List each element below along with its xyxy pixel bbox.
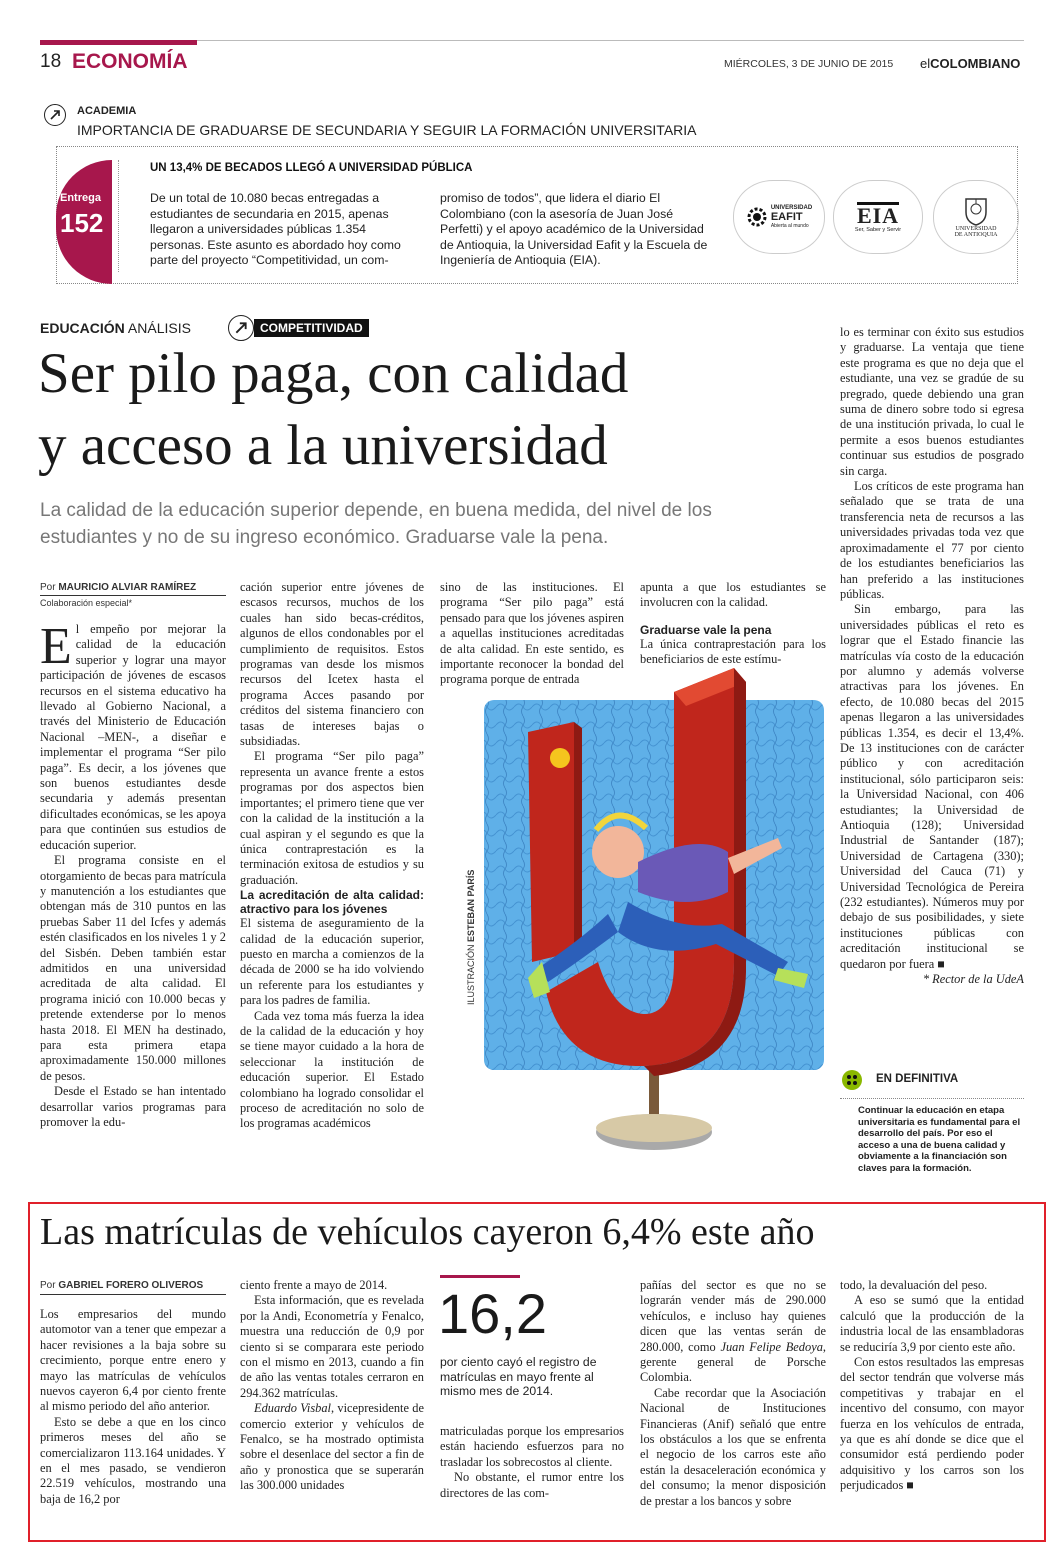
- byline-rule: [40, 595, 226, 596]
- udea-logo: [933, 180, 1019, 254]
- credit-prefix: ILUSTRACIÓN: [466, 944, 476, 1005]
- en-definitiva-rule: [840, 1098, 1024, 1099]
- eafit-logo: [733, 180, 825, 254]
- article-paragraph: La única contraprestación para los beneficiarios de este estímu-: [640, 636, 826, 667]
- masthead: [920, 56, 1020, 71]
- person-name: Juan Felipe Bedoya: [720, 1339, 823, 1354]
- header-date: MIÉRCOLES, 3 DE JUNIO DE 2015: [724, 58, 894, 70]
- dropcap: E: [40, 618, 72, 675]
- section-name: ECONOMÍA: [72, 50, 188, 73]
- article-paragraph: todo, la devaluación del peso.: [840, 1278, 988, 1292]
- article-paragraph: El sistema de aseguramiento de la calidad de la educación superior, puesto en marcha a comienzos de la década de 2000 se ha ido volviendo un referente para los estudiantes y para los padres de familia.: [240, 916, 424, 1008]
- entrega-number: 152: [60, 208, 104, 238]
- article-paragraph: Cada vez toma más fuerza la idea de la calidad de la educación y hoy se tiene mayor cuidado a la hora de seleccionar la institución de educación superior. El Estado colombiano ha logrado consolidar el proceso de acreditación no solo de los programas académicos: [240, 1008, 424, 1131]
- vehicles-byline-rule: [40, 1294, 226, 1295]
- entrega-label: Entrega: [60, 192, 101, 204]
- en-definitiva-title: EN DEFINITIVA: [876, 1073, 959, 1085]
- byline-author: GABRIEL FORERO OLIVEROS: [58, 1280, 204, 1291]
- article-paragraph: Con estos resultados las empresas del sector tendrán que volverse más competitivas y trabajar en el incentivo del consumo, con mayor fuerza en los vehículos de entrada, ya que es ahí donde se dice que el consumidor está perdiendo poder adquisitivo y los carros son los perjudicados ■: [840, 1355, 1024, 1493]
- article-paragraph: Esta información, que es revelada por la Andi, Econometría y Fenalco, muestra una reducción de 0,9 por ciento si se comparara este periodo con el mismo en 2013, cuando a fin de año las ventas totales cerraron en 294.362 matrículas.: [240, 1293, 424, 1400]
- credit-name: ESTEBAN PARÍS: [466, 869, 476, 942]
- byline-author: MAURICIO ALVIAR RAMÍREZ: [58, 582, 197, 593]
- academia-title: IMPORTANCIA DE GRADUARSE DE SECUNDARIA Y SEGUIR LA FORMACIÓN UNIVERSITARIA: [77, 122, 697, 138]
- arrow-icon: [44, 104, 66, 126]
- masthead-name: COLOMBIANO: [930, 56, 1021, 71]
- article-paragraph: No obstante, el rumor entre los directores de las com-: [440, 1470, 624, 1500]
- article-paragraph: matriculadas porque los empresarios están haciendo esfuerzos para no trasladar los sobrecostos al cliente.: [440, 1424, 624, 1469]
- article-paragraph: Los empresarios del mundo automotor van a tener que empezar a hacer revisiones a la baja sobre su crecimiento, porque entre enero y mayo las matrículas de vehículos nuevos cayeron 6,4 por ciento frente al mismo periodo del año anterior.: [40, 1307, 226, 1414]
- article-paragraph: El programa “Ser pilo paga” representa un avance frente a estos programas por dos aspectos bien importantes; el primero tiene que ver con la calidad de la institución a la cual aspiran y el segundo es que la única contraprestación es la terminación exitosa de estudios y su graduación.: [240, 749, 424, 887]
- big-number: 16,2: [438, 1282, 547, 1345]
- vehicles-column-3: [440, 1424, 624, 1501]
- masthead-prefix: el: [920, 56, 931, 71]
- article-subheading: Graduarse vale la pena: [640, 622, 772, 637]
- academia-headline: UN 13,4% DE BECADOS LLEGÓ A UNIVERSIDAD PÚBLICA: [150, 162, 473, 174]
- article-title-line2: y acceso a la universidad: [38, 414, 608, 477]
- article-column-2: [240, 580, 424, 1132]
- eia-tag: Ser, Saber y Servir: [854, 226, 902, 233]
- eafit-top: UNIVERSIDAD: [770, 204, 813, 211]
- vehicles-byline: [40, 1280, 203, 1291]
- competitividad-badge: COMPETITIVIDAD: [254, 319, 369, 337]
- en-definitiva-text: Continuar la educación en etapa universitaria es fundamental para el desarrollo del país. Por eso el acceso a una de buena calidad y obviamente a la financiación son claves para la formación.: [858, 1105, 1021, 1174]
- footnote: * Rector de la UdeA: [922, 972, 1024, 987]
- gear-icon: [746, 206, 768, 228]
- byline-prefix: Por: [40, 1280, 56, 1291]
- article-paragraph: Desde el Estado se han intentado desarrollar varios programas para promover la edu-: [40, 1084, 226, 1129]
- article-paragraph: [40, 618, 226, 853]
- section-bar: [40, 40, 197, 45]
- article-paragraph: Esto se debe a que en los cinco primeros meses del año se comercializaron 113.164 unidades. Y en el mes pasado, se vendieron 22.519 vehículos, mostrando una baja de 16,2 por: [40, 1414, 226, 1506]
- academia-label: ACADEMIA: [77, 105, 137, 117]
- paragraph-text: , vicepresidente de comercio exterior y vehículos de Fenalco, se ha mostrado optimista sobre el desenlace del sector a fin de año y pronostica que se superarán las 300.000 unidades: [240, 1401, 424, 1493]
- paragraph-text: pañías del sector es que no se lograrán vender más de 290.000 vehículos, e incluso hay quienes dicen que las ventas serán de 280.000, como: [640, 1278, 826, 1354]
- article-paragraph: lo es terminar con éxito sus estudios y graduarse. La ventaja que tiene este programa es que no deja que el estudiante, una vez se gradúe de su pregrado, quede debiendo una gran suma de dinero sobre todo si egresa de una institución privada, lo cual le permite a esos buenos estudiantes continuar sus estudios de posgrado sin carga.: [840, 325, 1024, 478]
- entrega-divider: [118, 160, 120, 272]
- byline-prefix: Por: [40, 582, 56, 593]
- illustration-art: [478, 662, 830, 1182]
- article-paragraph: apunta a que los estudiantes se involucren con la calidad.: [640, 580, 826, 610]
- vehicles-column-1: [40, 1307, 226, 1507]
- academia-col2: promiso de todos”, que lidera el diario El Colombiano (con la asesoría de Juan José Perfetti) y el apoyo académico de la Universidad de Antioquia, la Universidad Eafit y la Escuela de Ingeniería de Antioquia (EIA).: [440, 191, 708, 267]
- vehicles-title: Las matrículas de vehículos cayeron 6,4% este año: [40, 1211, 815, 1253]
- byline-role: Colaboración especial*: [40, 598, 133, 608]
- article-title-line1: Ser pilo paga, con calidad: [38, 342, 629, 405]
- academia-col1: De un total de 10.080 becas entregadas a estudiantes de secundaria en 2015, apenas llegaron a universidades públicas 1.354 personas. Este asunto es abordado hoy como parte del proyecto “Competitividad, un com-: [150, 191, 401, 267]
- article-paragraph: El programa consiste en el otorgamiento de becas para matrícula y manutención a los estudiantes que obtengan más de 310 puntos en las pruebas Saber 11 del Icfes y además estén clasificados en los niveles 1 y 2 del Sisbén. Deben también estar admitidos en una universidad acreditada de alta calidad. El programa inició con 10.000 becas y pretende extenderse por lo menos hasta 2018. El MEN ha destinado, para esta primera etapa aproximadamente 150.000 millones de pesos.: [40, 853, 226, 1083]
- article-paragraph: [640, 1278, 826, 1386]
- vehicles-column-2: [240, 1278, 424, 1494]
- kicker-type: ANÁLISIS: [127, 320, 191, 336]
- eia-name: EIA: [856, 202, 900, 228]
- big-number-caption: por ciento cayó el registro de matrículas en mayo frente al mismo mes de 2014.: [440, 1355, 597, 1399]
- eafit-name: EAFIT: [770, 210, 803, 223]
- article-column-5: [840, 325, 1024, 987]
- udea-line1: UNIVERSIDAD: [955, 226, 997, 232]
- article-byline: [40, 582, 196, 593]
- article-column-4: [640, 580, 826, 668]
- article-paragraph: Sin embargo, para las universidades públicas el reto es lograr que el Estado financie las matrículas vía costo de la educación por alumno y además volverse atractivas para los jóvenes. En efecto, de 10.080 becas del 2015 apenas llegaron a las universidades públicas 1.354, es decir el 13,4%. De 13 instituciones con de carácter público y con acreditación institucional, sólo participaron seis: la Universidad Nacional, con 406 estudiantes; la Universidad de Antioquia (128); Universidad Industrial de Santander (187); Universidad de Cartagena (330); Universidad del Cauca (71) y Universidad Tecnológica de Pereira (232 estudiantes). Números muy por debajo de sus posibilidades, y siete instituciones públicas con acreditación institucional se quedaron por fuera ■: [840, 602, 1024, 971]
- vehicles-column-4: [640, 1278, 826, 1509]
- article-subheading: La acreditación de alta calidad: atractivo para los jóvenes: [240, 888, 424, 917]
- paragraph-text: l empeño por mejorar la calidad de la educación superior y lograr una mayor participación de jóvenes de escasos recursos en el sistema educativo ha llevado al Gobierno Nacional, a través del Ministerio de Educación Nacional –MEN-, a diseñar e implementar el programa “Ser pilo paga”. Es decir, a los jóvenes que son buenos estudiantes desde secundaria y además presentan dificultades económicas, se les apoya para que continúen sus estudios de educación superior.: [40, 622, 226, 852]
- eafit-tag: Abierta al mundo: [770, 222, 809, 229]
- udea-seal-icon: [963, 196, 989, 226]
- article-paragraph: A eso se sumó que la entidad calculó que la producción de la industria local de las ensambladoras se reduciría 3,9 por ciento este año.: [840, 1293, 1024, 1354]
- illustration-credit: [466, 870, 476, 1005]
- udea-line2: DE ANTIOQUIA: [954, 232, 998, 238]
- paragraph-text: , gerente general de Porsche Colombia.: [640, 1339, 826, 1385]
- article-paragraph: cación superior entre jóvenes de escasos recursos, muchos de los cuales han sido becas-créditos, algunos de ellos condonables por el cumplimiento de requisitos. Estos programas van desde los mismos recursos del Icetex hasta el programa Acces pasando por créditos del sistema financiero con tasas de intereses bajas o subsidiadas.: [240, 580, 424, 749]
- academia-banner: [40, 100, 1024, 145]
- article-paragraph: Los críticos de este programa han señalado que se trata de una transferencia neta de recursos a las universidades privadas toda vez que aproximadamente el 77 por ciento de los estudiantes beneficiarios las han preferido a las instituciones públicas.: [840, 479, 1024, 601]
- person-name: Eduardo Visbal: [254, 1401, 331, 1416]
- page-number: 18: [40, 51, 62, 72]
- article-paragraph: [240, 1401, 424, 1493]
- article-column-1: [40, 618, 226, 1130]
- article-kicker: [40, 320, 191, 336]
- big-number-rule: [440, 1275, 520, 1278]
- vehicles-column-5: [840, 1278, 1024, 1494]
- en-definitiva-icon: [842, 1070, 862, 1090]
- article-paragraph: sino de las instituciones. El programa “Ser pilo paga” está pensado para que los jóvenes aspiren a aquellas instituciones acreditadas de alta calidad. En este sentido, es importante reconocer la bondad del programa porque de entrada: [440, 580, 624, 687]
- kicker-section: EDUCACIÓN: [40, 320, 125, 336]
- article-lead: La calidad de la educación superior depende, en buena medida, del nivel de los estudiantes y no de su ingreso económico. Graduarse vale la pena.: [40, 500, 712, 548]
- eia-logo: [833, 180, 923, 254]
- article-paragraph: Cabe recordar que la Asociación Nacional de Instituciones Financieras (Anif) señaló que entre los obstáculos a los que se enfrenta el negocio de los carros este año están la desaceleración económica y del consumo; la menor disposición de prestar a los bancos y sobre: [640, 1385, 826, 1508]
- illustration: [478, 662, 830, 1182]
- article-paragraph: ciento frente a mayo de 2014.: [240, 1278, 388, 1292]
